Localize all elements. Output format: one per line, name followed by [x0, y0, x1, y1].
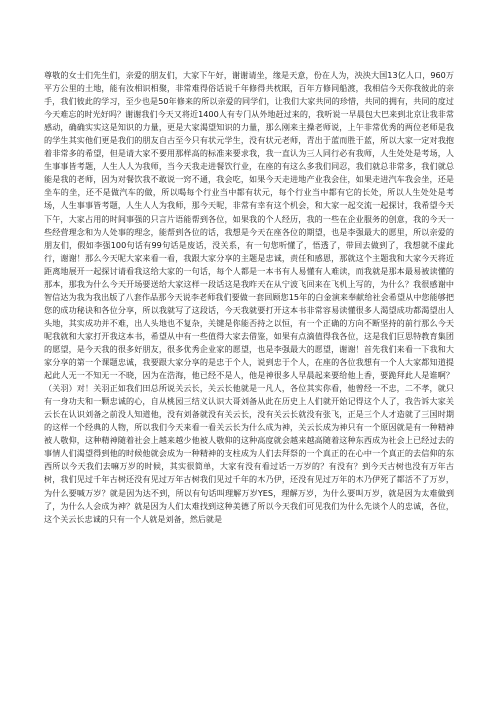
body-paragraph: 尊敬的女士们先生们，亲爱的朋友们，大家下午好，谢谢请坐，缘是天意，份在人为，泱泱大国13亿人口，960万平方公里的土地，能有汝相识相聚，非常难得俗话说千年修得共枕眠，百年方修同船渡，我相信今天你我彼此的亲手，我们彼此的学习，至少也是50年修来的所以亲爱的同学们，让我们大家共同的珍惜，共同的拥有，共同的度过今天难忘的时光好吗？谢谢我们今天又将近1400人有专门从外地赶过来的，我听说一早晨包大巴来到北京让我非常感动，确确实实这是知识的力量，更是大家渴望知识的力量，那么刚来主操老师说，上午非常优秀的两位老师是我的学生其实他们更是我们的朋友自古至今只有状元学生，没有状元老师，青出于蓝而胜于蓝，所以大家一定对我抱着非常多的希望，但是请大家不要用那样高的标准来要求我，我一直认为三人同行必有我师，人生处处是考场，人生事事皆考题，人生人人为我师，当今天我走进餐饮行业，在座的有这么多我们同忍，我们就总非常多，我们就总能是我的老师，因为对餐饮我不敢说一窍不通，我会吃，如果今天走进地产业我会住，如果走进汽车我会坐，还是坐车的坐，还不是做汽车的做，所以喝每个行业当中都有状元，每个行业当中都有它的长处，所以人生处处是考场，人生事事皆考题，人生人人为我师，那今天呢，非常有幸有这个机会，和大家一起交流一起探讨，我希望今天下午，大家占用的时间事强的只言片语能帮到各位，如果我的个人经历，我的一些在企业服务的创意，我的今天一些经营理念和为人处事的理念，能帮到各位的话，我想是今天在座各位的期望，也是李强最大的愿里，所以亲爱的朋友们，假如李强100句话有99句话是废话，没关系，有一句您听懂了，悟透了，带回去做到了，我想就不虚此行，谢谢！那么今天呢大家来看一看，我跟大家分享的主题是忠诚，责任和感恩，那就这个主题我和大家今天将近距离地展开一起探讨请看我这给大家的一句话，每个人都是一本书有人易懂有人难读，而我就是那本最易被读懂的那本，那我为什么今天开场要送给大家这样一段话这是我昨天在从宁波飞回来在飞机上写的，为什么？我很感谢中智信达为我为我出版了八套作品那今天说李老师我们要做一套回顾您15年的白金演来奉献给社会希望从中您能够把您的成功秘诀和各位分享，所以我就写了这段话，今天我就要打开这本书非常容易读懂很多人渴望成功都渴望出人头地，其实成功并不难，出人头地也不复杂，关键是你能否持之以恒，有一个正确的方向不断坚持的前行那么今天呢我就和大家打开我这本书，希望从中有一些值得大家去借鉴，如果有点滴值得我各位，这是我们巨思特教育集团的愿望，是今天我的很多好朋友，很多优秀企业家的愿望，也是李强最大的愿望，谢谢！首先我们来看一下我和大家分享的第一个课题忠诚，我要跟大家分享的是忠于个人，说到忠于个人，在座的各位我想有一个人大家都知道提起此人无一不知无一不晓，因为在浩海，他已经不是人，他是神很多人早晨起来要给他上香，要跪拜此人是谁啊？（关羽）对！关羽正如我们田总所说关云长，关云长他就是一凡人，各位其实你看，他曾经一不忠，二不孝，就只有一身功夫和一颗忠诚的心，自从桃园三结义认识大哥刘备从此在历史上人们就开始记得这个人了，我告诉大家关云长在认识刘备之前没人知道他，没有刘备就没有关云长，没有关云长就没有张飞，正是三个人才造就了三国时期的这样一个经典的人物，所以我们今天来看一看关云长为什么成为神，关云长成为神只有一个原因就是有一种精神被人敬仰，这种精神随着社会上越来越少他被人敬仰的这种高度就会越来越高随着这种东西成为社会上已经过去的事情人们渴望得到他的时候他就会成为一种精神的支柱成为人们去拜祭的一个真正的在心中一个真正的去信仰的东西所以今天我们去嘛万岁的时候，其实很简单，大家有没有看过话一万岁的？有没有？到今天古树也没有万年古树，我们见过千年古树还没有见过万年古树我们见过千年的木乃伊，还没有见过万年的木乃伊死了都活不了万岁，为什么要喊万岁？就是因为达不到，所以有句话叫理解万岁YES，理解万岁，为什么要叫万岁，就是因为太难做到了，为什么人会成为神？就是因为人们太难找到这种美德了所以今天我们可见我们为什么先谈个人的忠诚，各位，这个关云长忠诚的只有一个人就是刘备，然后就是 [44, 70, 454, 524]
document-page [44, 69, 454, 526]
